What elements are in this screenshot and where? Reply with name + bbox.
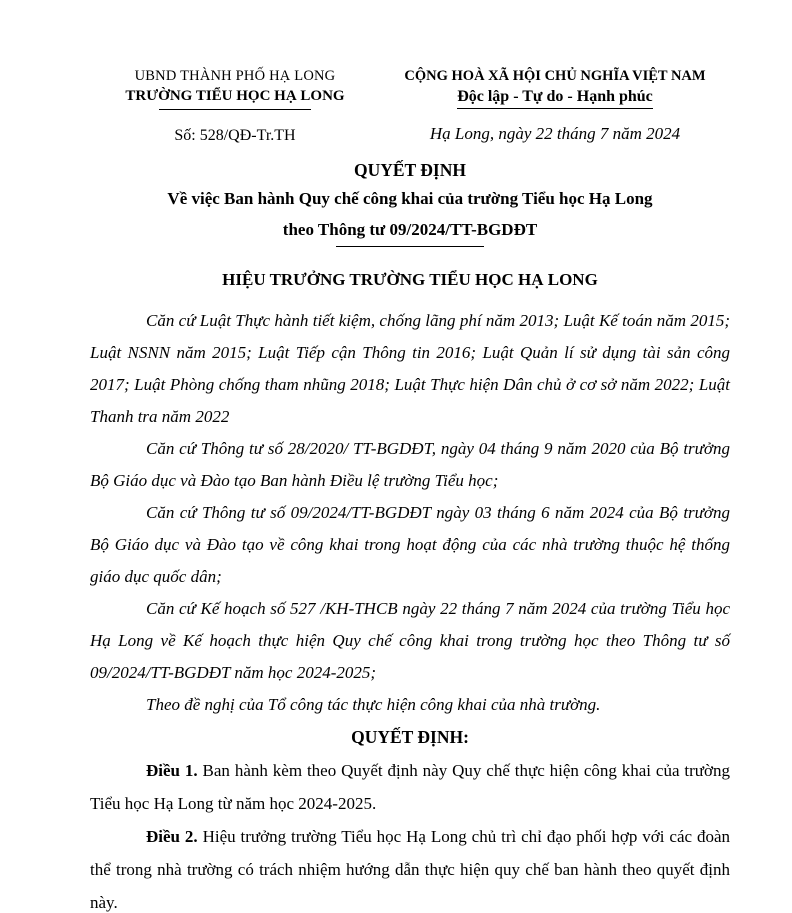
document-header [90,66,730,145]
preamble-section [90,305,730,721]
national-motto: Độc lập - Tự do - Hạnh phúc [457,86,653,109]
org-divider-line [159,109,311,110]
preamble-paragraph: Căn cứ Thông tư số 09/2024/TT-BGDĐT ngày 03 tháng 6 năm 2024 của Bộ trưởng Bộ Giáo dục và Đào tạo về công khai trong hoạt động của các nhà trường thuộc hệ thống giáo dục quốc dân; [90,503,730,586]
issuing-org-block [90,66,380,145]
article-paragraph [90,820,730,913]
preamble-paragraph: Căn cứ Luật Thực hành tiết kiệm, chống lãng phí năm 2013; Luật Kế toán năm 2015; Luật NSNN năm 2015; Luật Tiếp cận Thông tin 2016; Luật Quản lí sử dụng tài sản công 2017; Luật Phòng chống tham nhũng 2018; Luật Thực hiện Dân chủ ở cơ sở năm 2022; Luật Thanh tra năm 2022 [90,311,730,426]
decision-title: QUYẾT ĐỊNH [354,160,466,180]
title-block [90,157,730,290]
document-body [90,305,730,913]
articles-section [90,754,730,913]
preamble-paragraph: Căn cứ Thông tư số 28/2020/ TT-BGDĐT, ngày 04 tháng 9 năm 2020 của Bộ trưởng Bộ Giáo dục và Đào tạo Ban hành Điều lệ trường Tiểu học; [90,439,730,490]
article-text: Ban hành kèm theo Quyết định này Quy chế thực hiện công khai của trường Tiểu học Hạ Long từ năm học 2024-2025. [90,761,730,813]
article-label: Điều 2. [146,827,198,846]
org-parent-name: UBND THÀNH PHỐ HẠ LONG [134,68,336,84]
national-header-block [380,66,730,145]
subject-line-2: theo Thông tư 09/2024/TT-BGDĐT [282,220,538,239]
document-number: Số: 528/QĐ-Tr.TH [174,127,296,144]
subject-line-1: Về việc Ban hành Quy chế công khai của trường Tiểu học Hạ Long [167,189,653,208]
preamble-paragraph: Căn cứ Kế hoạch số 527 /KH-THCB ngày 22 tháng 7 năm 2024 của trường Tiểu học Hạ Long về Kế hoạch thực hiện Quy chế công khai trong trường học theo Thông tư số 09/2024/TT-BGDĐT năm học 2024-2025; [90,599,730,682]
place-date-line: Hạ Long, ngày 22 tháng 7 năm 2024 [429,124,681,143]
preamble-paragraph: Theo đề nghị của Tổ công tác thực hiện công khai của nhà trường. [146,695,601,714]
decision-heading: QUYẾT ĐỊNH: [351,727,469,747]
subject-divider-line [336,246,484,247]
national-title: CỘNG HOÀ XÃ HỘI CHỦ NGHĨA VIỆT NAM [404,68,706,84]
issuer-heading: HIỆU TRƯỞNG TRƯỜNG TIỂU HỌC HẠ LONG [222,270,598,289]
org-name: TRƯỜNG TIỂU HỌC HẠ LONG [125,88,345,104]
article-paragraph [90,754,730,820]
article-label: Điều 1. [146,761,198,780]
article-text: Hiệu trưởng trường Tiểu học Hạ Long chủ trì chỉ đạo phối hợp với các đoàn thể trong nhà trường có trách nhiệm hướng dẫn thực hiện quy chế ban hành theo quyết định này. [90,827,731,912]
